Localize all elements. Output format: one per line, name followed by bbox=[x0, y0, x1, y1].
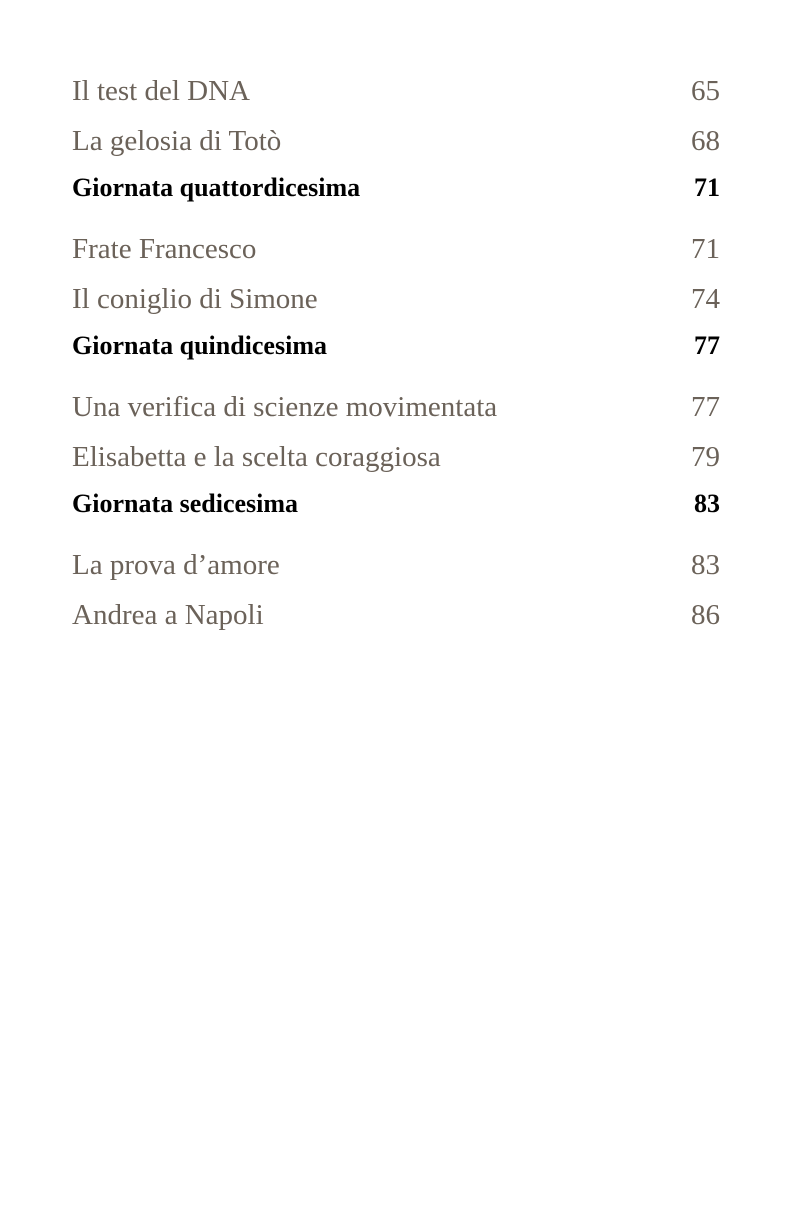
toc-entry-page: 79 bbox=[691, 441, 720, 473]
toc-chapter-heading bbox=[72, 486, 720, 522]
toc-entry bbox=[72, 432, 720, 482]
toc-chapter-title: Giornata quattordicesima bbox=[72, 173, 361, 202]
toc-entry-title: La prova d’amore bbox=[72, 549, 280, 581]
toc-chapter-heading bbox=[72, 170, 720, 206]
toc-entry-page: 71 bbox=[691, 233, 720, 265]
toc-entry-title: Andrea a Napoli bbox=[72, 599, 264, 631]
toc-entry-page: 86 bbox=[691, 599, 720, 631]
toc-entry-title: Una verifica di scienze movimentata bbox=[72, 391, 498, 423]
toc-entry bbox=[72, 540, 720, 590]
toc-entry-page: 65 bbox=[691, 75, 720, 107]
toc-chapter-heading bbox=[72, 328, 720, 364]
toc-entry bbox=[72, 224, 720, 274]
toc-chapter-page: 71 bbox=[694, 173, 720, 202]
toc-entry-page: 83 bbox=[691, 549, 720, 581]
toc-entry bbox=[72, 116, 720, 166]
toc-entry bbox=[72, 382, 720, 432]
toc-entry-title: Il coniglio di Simone bbox=[72, 283, 318, 315]
toc-entry-title: Elisabetta e la scelta coraggiosa bbox=[72, 441, 441, 473]
toc-chapter-title: Giornata quindicesima bbox=[72, 331, 327, 360]
toc-chapter-page: 83 bbox=[694, 489, 720, 518]
toc-chapter-page: 77 bbox=[694, 331, 720, 360]
table-of-contents bbox=[72, 66, 720, 640]
toc-chapter-title: Giornata sedicesima bbox=[72, 489, 299, 518]
toc-entry bbox=[72, 66, 720, 116]
toc-entry-page: 68 bbox=[691, 125, 720, 157]
toc-entry-title: La gelosia di Totò bbox=[72, 125, 282, 157]
toc-entry-title: Il test del DNA bbox=[72, 75, 250, 107]
toc-entry-title: Frate Francesco bbox=[72, 233, 257, 265]
toc-entry bbox=[72, 590, 720, 640]
toc-entry-page: 74 bbox=[691, 283, 720, 315]
toc-entry-page: 77 bbox=[691, 391, 720, 423]
toc-entry bbox=[72, 274, 720, 324]
